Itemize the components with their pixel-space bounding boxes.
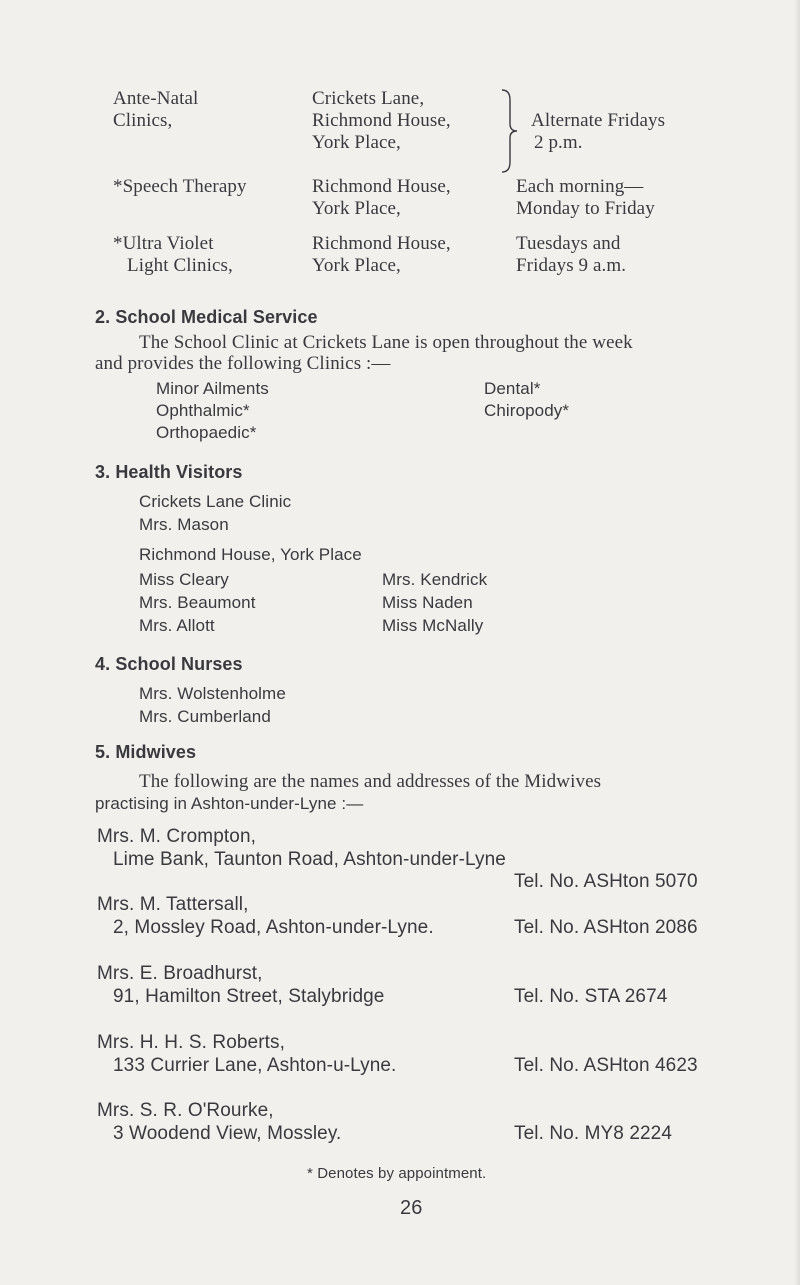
midwife-name: Mrs. S. R. O'Rourke, (97, 1100, 274, 1121)
midwife-address: 91, Hamilton Street, Stalybridge (113, 986, 385, 1007)
clinic-place: Richmond House, (312, 176, 451, 197)
nurse-name: Mrs. Wolstenholme (139, 684, 286, 703)
clinic-name: Ante-Natal (113, 88, 199, 109)
section-heading: 2. School Medical Service (95, 307, 318, 327)
clinic-place: York Place, (312, 255, 401, 276)
midwife-name: Mrs. E. Broadhurst, (97, 963, 263, 984)
midwife-tel: Tel. No. MY8 2224 (514, 1123, 673, 1144)
visitor-name: Miss McNally (382, 616, 484, 635)
clinic-place: York Place, (312, 198, 401, 219)
nurse-name: Mrs. Cumberland (139, 707, 271, 726)
paragraph-line: The School Clinic at Crickets Lane is open throughout the week (139, 332, 633, 353)
midwife-tel: Tel. No. STA 2674 (514, 986, 668, 1007)
clinic-time: Each morning— (516, 176, 644, 197)
midwife-name: Mrs. M. Tattersall, (97, 894, 249, 915)
clinic-list-item: Ophthalmic* (156, 401, 250, 420)
midwife-name: Mrs. H. H. S. Roberts, (97, 1032, 286, 1053)
clinic-list-item: Dental* (484, 379, 541, 398)
location-label: Richmond House, York Place (139, 545, 362, 564)
clinic-time: Tuesdays and (516, 233, 621, 254)
clinic-time: Fridays 9 a.m. (516, 255, 627, 276)
midwife-address: Lime Bank, Taunton Road, Ashton-under-Lyne (113, 849, 506, 870)
paragraph-line: practising in Ashton-under-Lyne :— (95, 794, 364, 813)
clinic-time: Alternate Fridays (531, 110, 666, 131)
page-edge-shadow (794, 0, 800, 1285)
clinic-name: Clinics, (113, 110, 173, 131)
clinic-place: Richmond House, (312, 233, 451, 254)
visitor-name: Mrs. Mason (139, 515, 229, 534)
clinic-name: Light Clinics, (127, 255, 233, 276)
clinic-list-item: Minor Ailments (156, 379, 269, 398)
midwife-address: 2, Mossley Road, Ashton-under-Lyne. (113, 917, 434, 938)
clinic-time: 2 p.m. (534, 132, 583, 153)
section-heading: 3. Health Visitors (95, 462, 243, 482)
clinic-list-item: Orthopaedic* (156, 423, 257, 442)
location-label: Crickets Lane Clinic (139, 492, 292, 511)
midwife-tel: Tel. No. ASHton 5070 (514, 871, 698, 892)
midwife-name: Mrs. M. Crompton, (97, 826, 256, 847)
page-number: 26 (400, 1197, 423, 1219)
clinic-place: Richmond House, (312, 110, 451, 131)
paragraph-line: and provides the following Clinics :— (95, 353, 391, 374)
paragraph-line: The following are the names and addresses of the Midwives (139, 771, 602, 792)
midwife-tel: Tel. No. ASHton 2086 (514, 917, 698, 938)
clinic-list-item: Chiropody* (484, 401, 570, 420)
midwife-address: 3 Woodend View, Mossley. (113, 1123, 342, 1144)
visitor-name: Mrs. Kendrick (382, 570, 488, 589)
clinic-time: Monday to Friday (516, 198, 655, 219)
footnote: * Denotes by appointment. (307, 1165, 487, 1182)
visitor-name: Mrs. Allott (139, 616, 215, 635)
visitor-name: Mrs. Beaumont (139, 593, 256, 612)
clinic-name: *Speech Therapy (113, 176, 247, 197)
section-heading: 5. Midwives (95, 742, 197, 762)
clinic-place: York Place, (312, 132, 401, 153)
clinic-place: Crickets Lane, (312, 88, 425, 109)
visitor-name: Miss Naden (382, 593, 473, 612)
clinic-name: *Ultra Violet (113, 233, 214, 254)
brace-icon (500, 88, 520, 174)
section-heading: 4. School Nurses (95, 654, 243, 674)
visitor-name: Miss Cleary (139, 570, 229, 589)
midwife-address: 133 Currier Lane, Ashton-u-Lyne. (113, 1055, 397, 1076)
midwife-tel: Tel. No. ASHton 4623 (514, 1055, 698, 1076)
